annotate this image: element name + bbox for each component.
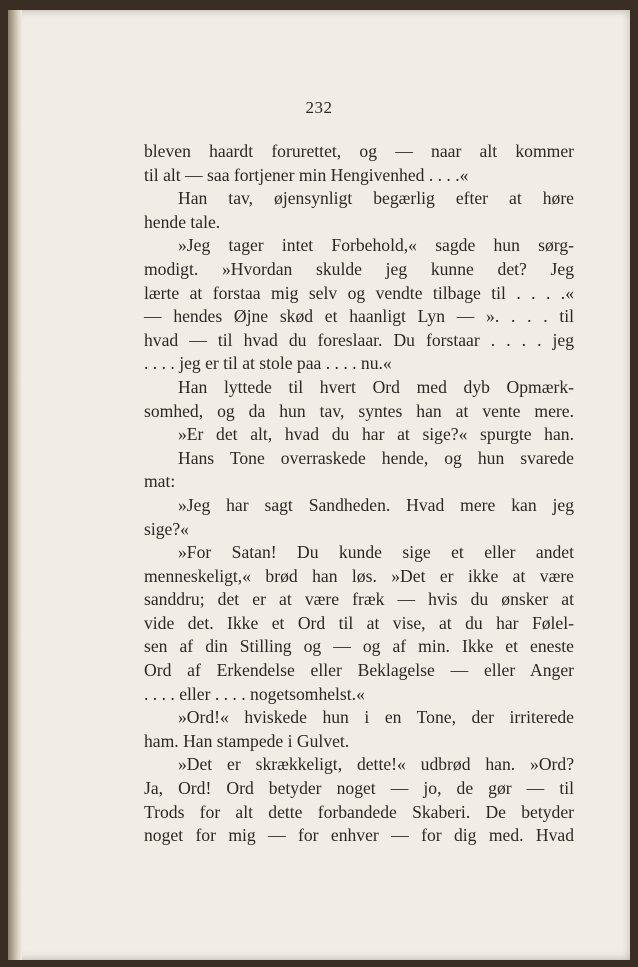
text-line: noget for mig — for enhver — for dig med. Hvad (144, 825, 574, 846)
text-line: bleven haardt forurettet, og — naar alt kommer (144, 141, 574, 161)
text-line: lærte at forstaa mig selv og vendte tilbage til . . . .« (144, 282, 574, 303)
text-line: Trods for alt dette forbandede Skaberi. De betyder (144, 801, 574, 822)
text-line: »Er det alt, hvad du har at sige?« spurgte han. (178, 424, 574, 445)
text-line: . . . . eller . . . . nogetsomhelst.« (144, 683, 365, 704)
text-line: Han lyttede til hvert Ord med dyb Opmærk- (178, 376, 574, 397)
text-line: »Jeg har sagt Sandheden. Hvad mere kan jeg (178, 494, 574, 515)
text-line: ham. Han stampede i Gulvet. (144, 730, 350, 751)
book-page (8, 10, 630, 960)
text-line: sen af din Stilling og — og af min. Ikke et eneste (144, 636, 574, 657)
text-line: — hendes Øjne skød et haanligt Lyn — ». . . . til (144, 306, 574, 327)
text-line: til alt — saa fortjener min Hengivenhed . . . .« (144, 164, 469, 185)
text-line: hende tale. (144, 211, 221, 232)
text-line: »Jeg tager intet Forbehold,« sagde hun sørg- (178, 235, 574, 256)
body-text (144, 140, 574, 848)
text-line: modigt. »Hvordan skulde jeg kunne det? Jeg (144, 258, 574, 279)
text-line: sige?« (144, 518, 189, 539)
text-line: vide det. Ikke et Ord til at vise, at du har Følel- (144, 612, 574, 633)
text-line: . . . . jeg er til at stole paa . . . . nu.« (144, 353, 392, 374)
text-line: Han tav, øjensynligt begærlig efter at høre (178, 188, 574, 209)
text-line: hvad — til hvad du foreslaar. Du forstaar . . . . jeg (144, 329, 574, 350)
text-line: Ja, Ord! Ord betyder noget — jo, de gør — til (144, 778, 574, 799)
text-line: somhed, og da hun tav, syntes han at vente mere. (144, 400, 574, 421)
page-spine-shadow (8, 10, 22, 960)
text-line: mat: (144, 471, 176, 492)
page-number: 232 (305, 98, 333, 117)
text-line: menneskeligt,« brød han løs. »Det er ikke at være (144, 565, 574, 586)
text-line: sanddru; det er at være fræk — hvis du ønsker at (144, 589, 574, 610)
text-line: »Det er skrækkeligt, dette!« udbrød han. »Ord? (178, 754, 574, 775)
text-line: Ord af Erkendelse eller Beklagelse — eller Anger (144, 660, 574, 681)
text-line: »For Satan! Du kunde sige et eller andet (178, 542, 574, 563)
text-line: »Ord!« hviskede hun i en Tone, der irriterede (178, 707, 574, 728)
text-line: Hans Tone overraskede hende, og hun svarede (178, 447, 574, 468)
